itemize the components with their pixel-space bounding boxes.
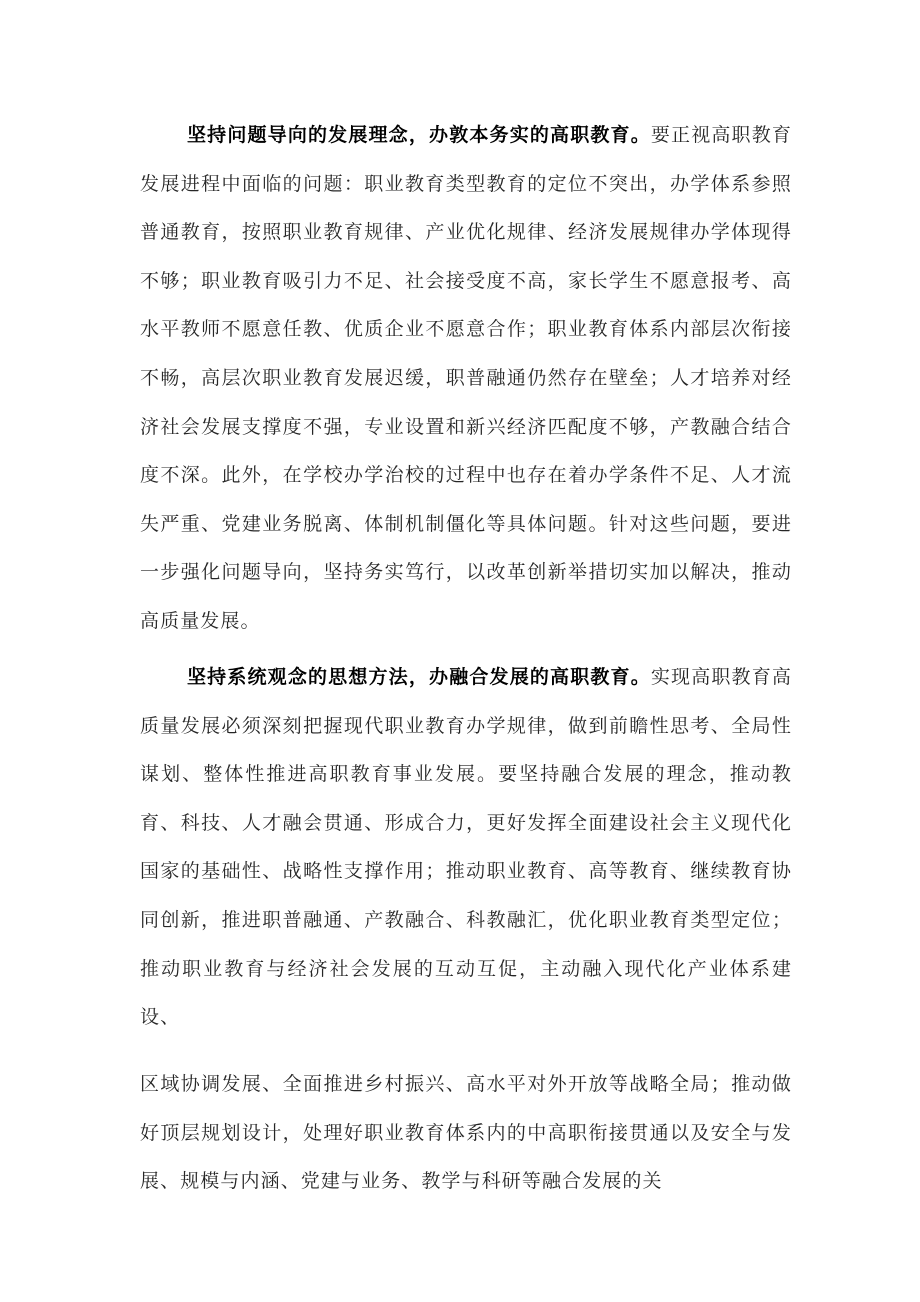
paragraph-body-text: 要正视高职教育发展进程中面临的问题：职业教育类型教育的定位不突出，办学体系参照普通教育，按照职业教育规律、产业优化规律、经济发展规律办学体现得不够；职业教育吸引力不足、社会接受度不高，家长学生不愿意报考、高水平教师不愿意任教、优质企业不愿意合作；职业教育体系内部层次衔接不畅，高层次职业教育发展迟缓，职普融通仍然存在壁垒；人才培养对经济社会发展支撑度不强，专业设置和新兴经济匹配度不够，产教融合结合度不深。此外，在学校办学治校的过程中也存在着办学条件不足、人才流失严重、党建业务脱离、体制机制僵化等具体问题。针对这些问题，要进一步强化问题导向，坚持务实笃行，以改革创新举措切实加以解决，推动高质量发展。 (140, 124, 792, 632)
paragraph-lead-heading: 坚持系统观念的思想方法，办融合发展的高职教育。 (187, 666, 651, 688)
paragraph-body-text: 实现高职教育高质量发展必须深刻把握现代职业教育办学规律，做到前瞻性思考、全局性谋划、整体性推进高职教育事业发展。要坚持融合发展的理念，推动教育、科技、人才融会贯通、形成合力，更好发挥全面建设社会主义现代化国家的基础性、战略性支撑作用；推动职业教育、高等教育、继续教育协同创新，推进职普融通、产教融合、科教融汇，优化职业教育类型定位；推动职业教育与经济社会发展的互动互促，主动融入现代化产业体系建设、 (140, 666, 792, 1029)
paragraph-problem-oriented (140, 111, 792, 646)
paragraph-lead-heading: 坚持问题导向的发展理念，办敦本务实的高职教育。 (187, 124, 651, 146)
paragraph-systems-thinking (140, 653, 792, 1042)
paragraph-continuation (140, 1060, 792, 1206)
paragraph-body-text: 区域协调发展、全面推进乡村振兴、高水平对外开放等战略全局；推动做好顶层规划设计，处理好职业教育体系内的中高职衔接贯通以及安全与发展、规模与内涵、党建与业务、教学与科研等融合发展的关 (140, 1073, 792, 1193)
